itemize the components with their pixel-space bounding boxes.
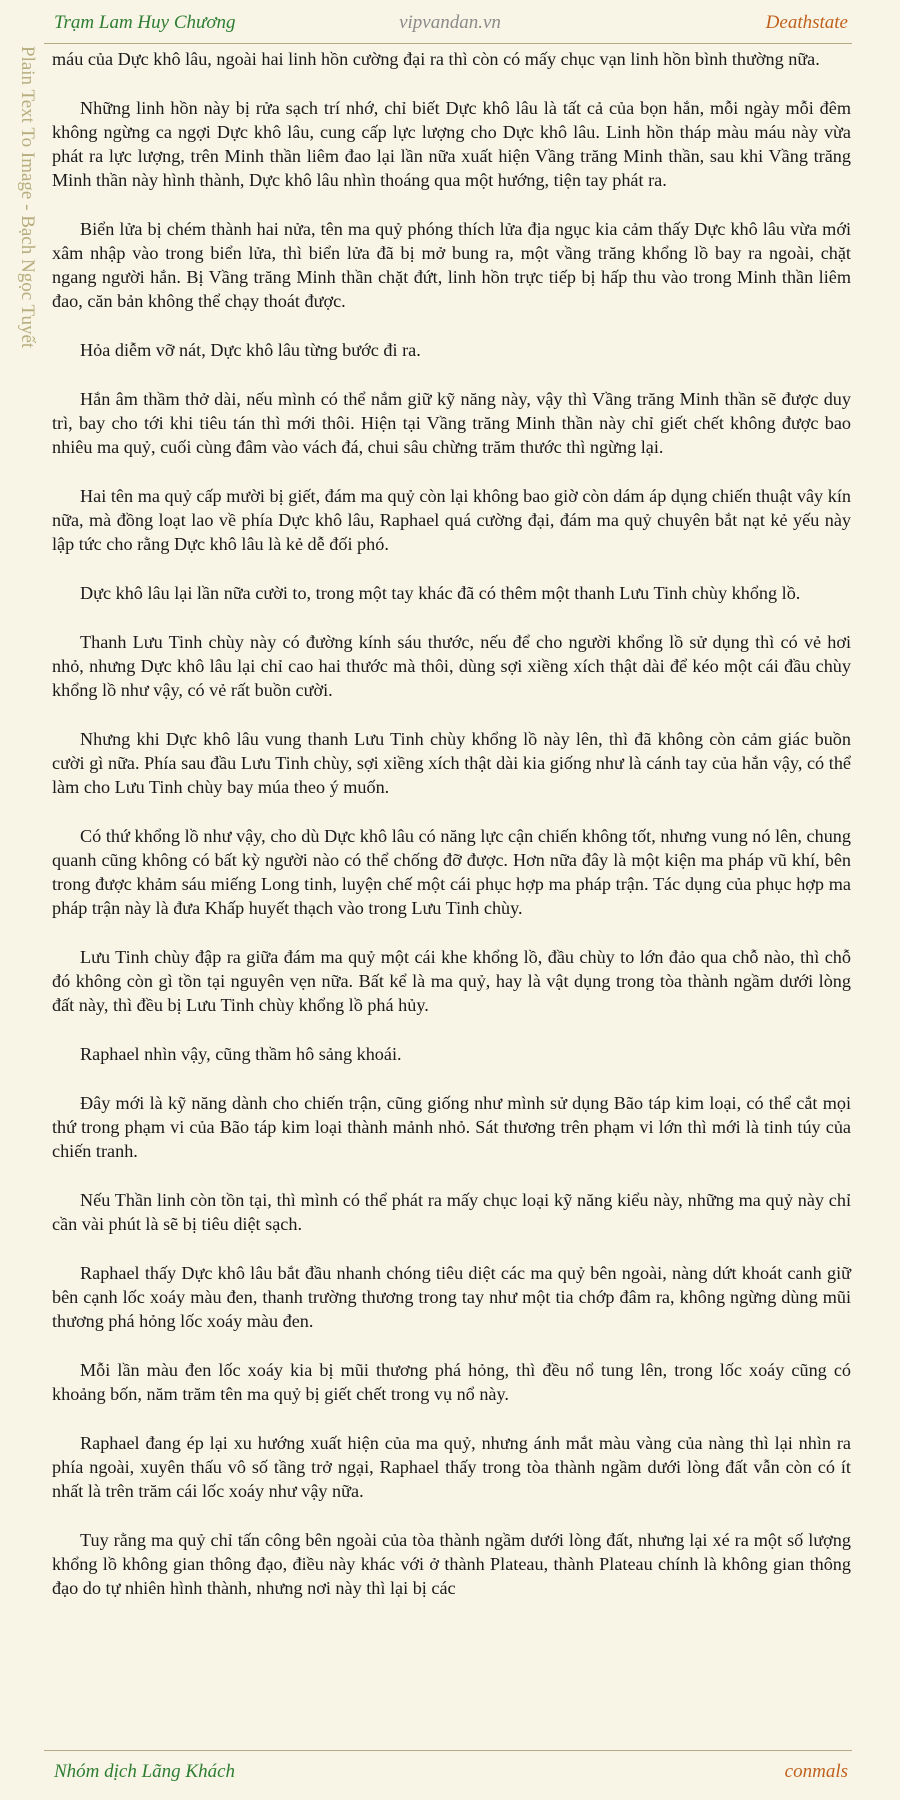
paragraph: Lưu Tinh chùy đập ra giữa đám ma quỷ một cái khe khổng lồ, đầu chùy to lớn đảo qua chỗ nào, thì chỗ đó không còn gì tồn tại nguyên vẹn nữa. Bất kể là ma quỷ, hay là vật dụng trong tòa thành ngầm dưới lòng đất này, thì đều bị Lưu Tinh chùy khổng lồ phá hủy. [52, 947, 851, 1015]
footer-editor: conmals [784, 1761, 848, 1782]
paragraph: Raphael nhìn vậy, cũng thầm hô sảng khoái. [80, 1044, 402, 1064]
footer-translator-group: Nhóm dịch Lãng Khách [54, 1761, 236, 1782]
paragraph: Biển lửa bị chém thành hai nửa, tên ma quỷ phóng thích lửa địa ngục kia cảm thấy Dực khô lâu vừa mới xâm nhập vào trong biển lửa, thì biển lửa đã bị mở bung ra, một vầng trăng khổng lồ bay ra ngoài, chặt ngang người hắn. Bị Vầng trăng Minh thần chặt đứt, linh hồn trực tiếp bị hấp thu vào trong Minh thần liêm đao, căn bản không thể chạy thoát được. [52, 219, 851, 311]
header-site-name: Trạm Lam Huy Chương [54, 12, 236, 33]
sidebar-watermark [4, 46, 48, 406]
paragraph: Thanh Lưu Tinh chùy này có đường kính sáu thước, nếu để cho người khổng lồ sử dụng thì có vẻ hơi nhỏ, nhưng Dực khô lâu lại chỉ cao hai thước mà thôi, dùng sợi xiềng xích thật dài để kéo một cái đầu chùy khổng lồ như vậy, có vẻ rất buồn cười. [52, 632, 851, 700]
paragraph: Hỏa diễm vỡ nát, Dực khô lâu từng bước đi ra. [80, 340, 421, 360]
chapter-body [52, 47, 851, 1625]
paragraph: Hắn âm thầm thở dài, nếu mình có thể nắm giữ kỹ năng này, vậy thì Vầng trăng Minh thần sẽ được duy trì, bay cho tới khi tiêu tán thì mới thôi. Hiện tại Vầng trăng Minh thần này chỉ giết chết không được bao nhiêu ma quỷ, cuối cùng đâm vào vách đá, chui sâu chừng trăm thước thì ngừng lại. [52, 389, 851, 457]
header-book-title: Deathstate [765, 12, 848, 33]
paragraph: Hai tên ma quỷ cấp mười bị giết, đám ma quỷ còn lại không bao giờ còn dám áp dụng chiến thuật vây kín nữa, mà đồng loạt lao về phía Dực khô lâu, Raphael quá cường đại, đám ma quỷ chuyên bắt nạt kẻ yếu này lập tức cho rằng Dực khô lâu là kẻ dễ đối phó. [52, 486, 851, 554]
paragraph: Dực khô lâu lại lần nữa cười to, trong một tay khác đã có thêm một thanh Lưu Tinh chùy khổng lồ. [80, 583, 801, 603]
paragraph: Tuy rằng ma quỷ chỉ tấn công bên ngoài của tòa thành ngầm dưới lòng đất, nhưng lại xé ra một số lượng khổng lồ không gian thông đạo, điều này khác với ở thành Plateau, thành Plateau chính là không gian thông đạo do tự nhiên hình thành, nhưng nơi này thì lại bị các [52, 1530, 851, 1598]
paragraph: Nếu Thần linh còn tồn tại, thì mình có thể phát ra mấy chục loại kỹ năng kiểu này, những ma quỷ này chỉ cần vài phút là sẽ bị tiêu diệt sạch. [52, 1190, 851, 1234]
paragraph: Những linh hồn này bị rửa sạch trí nhớ, chỉ biết Dực khô lâu là tất cả của bọn hắn, mỗi ngày mỗi đêm không ngừng ca ngợi Dực khô lâu, cung cấp lực lượng cho Dực khô lâu. Linh hồn tháp màu máu này vừa phát ra lực lượng, trên Minh thần liêm đao lại lần nữa xuất hiện Vầng trăng Minh thần, sau khi Vầng trăng Minh thần này hình thành, Dực khô lâu nhìn thoáng qua một hướng, tiện tay phát ra. [52, 98, 851, 190]
paragraph: Có thứ khổng lồ như vậy, cho dù Dực khô lâu có năng lực cận chiến không tốt, nhưng vung nó lên, chung quanh cũng không có bất kỳ người nào có thể chống đỡ được. Hơn nữa đây là một kiện ma pháp vũ khí, bên trong được khảm sáu miếng Long tinh, luyện chế một cái phục hợp ma pháp trận. Tác dụng của phục hợp ma pháp trận này là đưa Khấp huyết thạch vào trong Lưu Tinh chùy. [52, 826, 851, 918]
paragraph: Đây mới là kỹ năng dành cho chiến trận, cũng giống như mình sử dụng Bão táp kim loại, có thể cắt mọi thứ trong phạm vi của Bão táp kim loại thành mảnh nhỏ. Sát thương trên phạm vi lớn thì mới là tinh túy của chiến tranh. [52, 1093, 851, 1161]
sidebar-watermark-text: Plain Text To Image - Bạch Ngọc Tuyết [17, 46, 38, 349]
paragraph: máu của Dực khô lâu, ngoài hai linh hồn cường đại ra thì còn có mấy chục vạn linh hồn bình thường nữa. [52, 49, 820, 69]
paragraph: Nhưng khi Dực khô lâu vung thanh Lưu Tinh chùy khổng lồ này lên, thì đã không còn cảm giác buồn cười gì nữa. Phía sau đầu Lưu Tinh chùy, sợi xiềng xích thật dài kia giống như là cánh tay của hắn vậy, có thể làm cho Lưu Tinh chùy bay múa theo ý muốn. [52, 729, 851, 797]
paragraph: Raphael thấy Dực khô lâu bắt đầu nhanh chóng tiêu diệt các ma quỷ bên ngoài, nàng dứt khoát canh giữ bên cạnh lốc xoáy màu đen, thanh trường thương trong tay như một tia chớp đâm ra, không ngừng dùng mũi thương phá hỏng lốc xoáy màu đen. [52, 1263, 851, 1331]
page-header [0, 0, 900, 44]
header-url: vipvandan.vn [399, 12, 501, 33]
paragraph: Mỗi lần màu đen lốc xoáy kia bị mũi thương phá hỏng, thì đều nổ tung lên, trong lốc xoáy cũng có khoảng bốn, năm trăm tên ma quỷ bị giết chết trong vụ nổ này. [52, 1360, 851, 1404]
header-divider [44, 43, 852, 44]
footer-divider [44, 1750, 852, 1751]
paragraph: Raphael đang ép lại xu hướng xuất hiện của ma quỷ, nhưng ánh mắt màu vàng của nàng thì lại nhìn ra phía ngoài, xuyên thấu vô số tầng trở ngại, Raphael thấy trong tòa thành ngầm dưới lòng đất vẫn còn có ít nhất là trên trăm cái lốc xoáy như vậy nữa. [52, 1433, 851, 1501]
